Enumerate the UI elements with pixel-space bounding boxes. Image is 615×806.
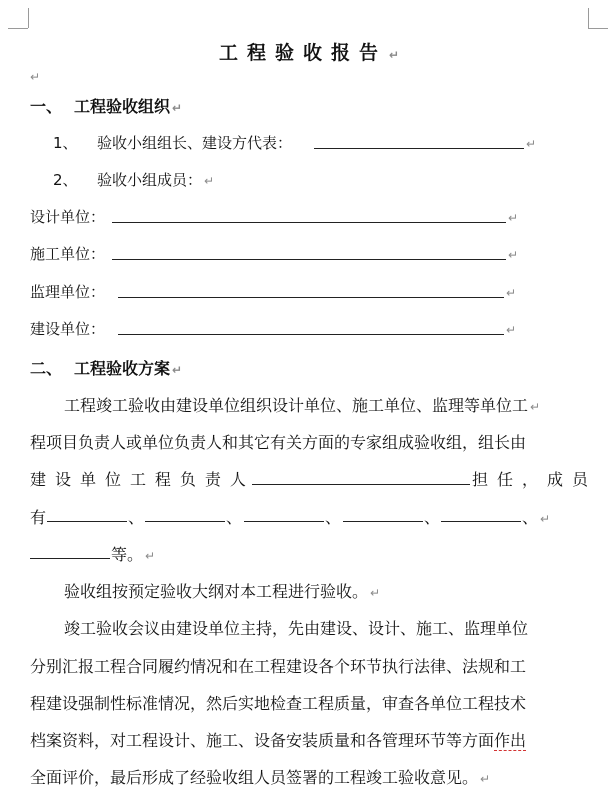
paragraph-mark-icon: ↵ xyxy=(30,70,41,84)
responsible-person-label xyxy=(30,467,246,490)
section-2-title: 工程验收方案 xyxy=(74,359,171,378)
empty-paragraph xyxy=(28,66,40,85)
para3-line5 xyxy=(30,765,490,788)
paragraph-mark-icon: ↵ xyxy=(508,248,519,262)
section-1-number: 一、 xyxy=(30,97,63,116)
field-construction-unit-blank[interactable] xyxy=(112,259,506,260)
member-blank-5[interactable] xyxy=(441,521,521,522)
para1-line2: 程项目负责人或单位负责人和其它有关方面的专家组成验收组，组长由 xyxy=(30,433,527,452)
spread-char: 人 xyxy=(229,470,246,489)
member-separator-1: 、 xyxy=(128,508,145,527)
section-1-heading xyxy=(30,94,182,117)
section-1-title: 工程验收组织 xyxy=(74,97,171,116)
item-1-row xyxy=(53,132,292,153)
members-suffix-text: 等。 xyxy=(111,545,144,564)
members-prefix: 有 xyxy=(30,508,47,527)
member-blank-2[interactable] xyxy=(145,521,225,522)
crop-mark-right-horizontal xyxy=(588,28,608,29)
crop-mark-left-vertical xyxy=(28,8,29,28)
paragraph-mark-icon: ↵ xyxy=(172,363,183,377)
spread-char: ， xyxy=(521,470,538,489)
spread-char: 任 xyxy=(496,470,513,489)
spread-char: 成 xyxy=(546,470,563,489)
item-1-label: 验收小组组长、建设方代表： xyxy=(97,134,293,152)
para3-line3: 程建设强制性标准情况，然后实地检查工程质量，审查各单位工程技术 xyxy=(30,694,527,713)
document-title xyxy=(219,38,408,65)
field-supervision-unit-label: 监理单位： xyxy=(30,283,106,301)
field-owner-unit-mark xyxy=(504,319,516,338)
spread-char: 员 xyxy=(571,470,588,489)
member-separator-5 xyxy=(522,505,550,528)
field-design-unit-mark xyxy=(506,207,518,226)
paragraph-mark-icon: ↵ xyxy=(530,400,541,414)
paragraph-mark-icon: ↵ xyxy=(145,549,156,563)
paragraph-mark-icon: ↵ xyxy=(480,772,491,786)
item-1-number: 1、 xyxy=(53,134,78,152)
crop-mark-left-horizontal xyxy=(8,28,28,29)
field-supervision-unit-blank[interactable] xyxy=(118,297,504,298)
spelling-flag[interactable]: 作出 xyxy=(494,731,527,750)
spread-char: 负 xyxy=(179,470,196,489)
item-2-label: 验收小组成员： xyxy=(97,171,203,189)
member-separator-5-text: 、 xyxy=(522,508,539,527)
para3-line2: 分别汇报工程合同履约情况和在工程建设各个环节执行法律、法规和工 xyxy=(30,657,527,676)
para2 xyxy=(64,579,380,602)
member-separator-4: 、 xyxy=(424,508,441,527)
member-blank-4[interactable] xyxy=(343,521,423,522)
paragraph-mark-icon: ↵ xyxy=(172,101,183,115)
paragraph-mark-icon: ↵ xyxy=(508,211,519,225)
paragraph-mark-icon: ↵ xyxy=(540,512,551,526)
members-suffix xyxy=(111,542,155,565)
assume-members-label xyxy=(472,467,588,490)
para1-line3-right xyxy=(472,467,588,490)
section-2-heading xyxy=(30,356,182,379)
paragraph-mark-icon: ↵ xyxy=(204,174,215,188)
responsible-person-blank[interactable] xyxy=(252,484,470,485)
spread-char: 建 xyxy=(30,470,47,489)
paragraph-mark-icon: ↵ xyxy=(370,586,381,600)
paragraph-mark-icon: ↵ xyxy=(526,137,537,151)
item-2-row xyxy=(53,169,214,190)
member-blank-1[interactable] xyxy=(47,521,127,522)
field-owner-unit-label: 建设单位： xyxy=(30,320,106,338)
member-blank-6[interactable] xyxy=(30,558,110,559)
spread-char: 单 xyxy=(79,470,96,489)
para3-line5-text: 全面评价，最后形成了经验收组人员签署的工程竣工验收意见。 xyxy=(30,768,479,787)
leader-signature-blank[interactable] xyxy=(314,148,524,149)
para1-line1 xyxy=(64,393,540,416)
para3-line4-text: 档案资料，对工程设计、施工、设备安装质量和各管理环节等方面 xyxy=(30,731,495,750)
field-design-unit-blank[interactable] xyxy=(112,222,506,223)
spread-char: 程 xyxy=(154,470,171,489)
para1-line3-left xyxy=(30,467,246,490)
para2-text: 验收组按预定验收大纲对本工程进行验收。 xyxy=(64,582,369,601)
field-construction-unit-label: 施工单位： xyxy=(30,245,106,263)
section-2-number: 二、 xyxy=(30,359,63,378)
paragraph-mark-icon: ↵ xyxy=(506,323,517,337)
spread-char: 责 xyxy=(204,470,221,489)
title-text: 工程验收报告 xyxy=(219,42,388,64)
member-separator-3: 、 xyxy=(325,508,342,527)
para3-line4 xyxy=(30,728,526,751)
paragraph-mark-icon: ↵ xyxy=(389,48,409,62)
member-separator-2: 、 xyxy=(226,508,243,527)
spread-char: 工 xyxy=(129,470,146,489)
spread-char: 位 xyxy=(104,470,121,489)
spread-char: 担 xyxy=(472,470,489,489)
paragraph-mark-icon: ↵ xyxy=(506,286,517,300)
member-blank-3[interactable] xyxy=(244,521,324,522)
crop-mark-right-vertical xyxy=(588,8,589,28)
field-supervision-unit-mark xyxy=(504,282,516,301)
spread-char: 设 xyxy=(54,470,71,489)
item-2-number: 2、 xyxy=(53,171,78,189)
field-design-unit-label: 设计单位： xyxy=(30,208,106,226)
item-1-mark xyxy=(524,133,536,152)
field-construction-unit-mark xyxy=(506,244,518,263)
field-owner-unit-blank[interactable] xyxy=(118,334,504,335)
para1-line1-text: 工程竣工验收由建设单位组织设计单位、施工单位、监理等单位工 xyxy=(64,396,529,415)
para3-line1: 竣工验收会议由建设单位主持，先由建设、设计、施工、监理单位 xyxy=(64,619,529,638)
